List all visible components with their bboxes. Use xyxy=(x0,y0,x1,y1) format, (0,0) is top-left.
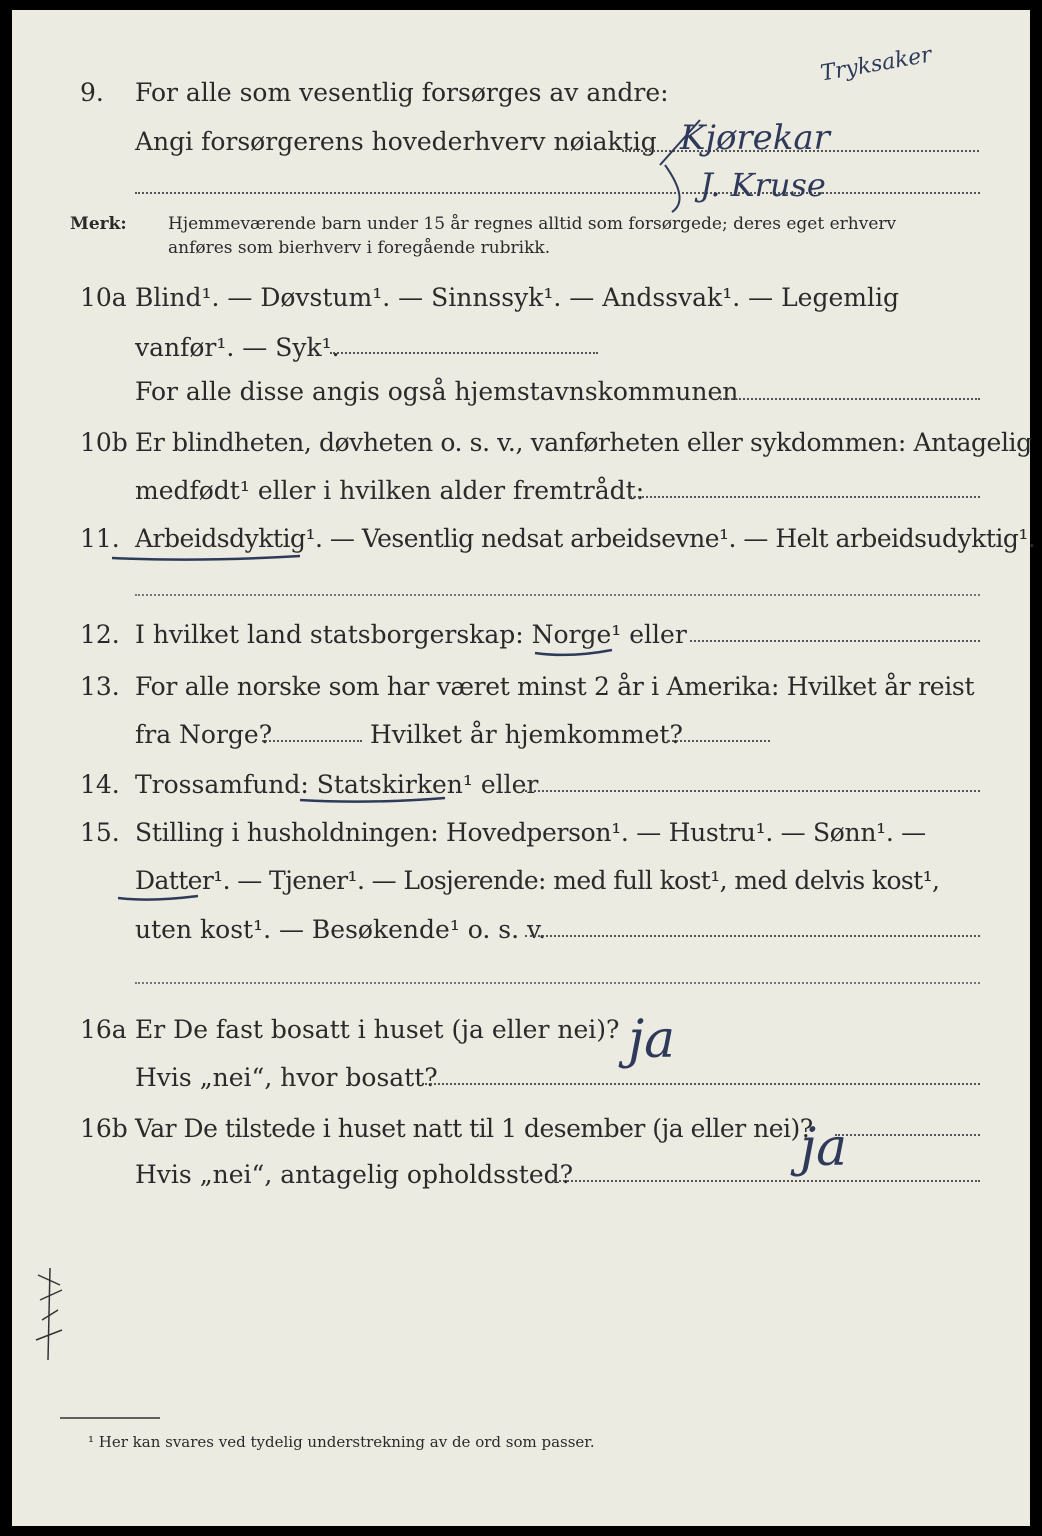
q10a-line1: Blind¹. — Døvstum¹. — Sinnssyk¹. — Andssvak¹. — Legemlig xyxy=(135,283,899,312)
q9-margin-note: Tryksaker xyxy=(818,42,934,87)
underline-arbeidsdyktig xyxy=(112,556,300,560)
q13-line1: For alle norske som har været minst 2 år i Amerika: Hvilket år reist xyxy=(135,672,975,701)
q9-handwritten-stroke xyxy=(660,120,700,212)
q16a-number: 16a xyxy=(80,1015,127,1044)
underline-norge xyxy=(535,650,612,655)
q16a-handwritten-answer: ja xyxy=(628,1010,676,1070)
q12-number: 12. xyxy=(80,620,120,649)
q15-line3: uten kost¹. — Besøkende¹ o. s. v. xyxy=(135,915,547,944)
q9-handwritten-answer2: J. Kruse xyxy=(700,166,826,204)
q11-line1: Arbeidsdyktig¹. — Vesentlig nedsat arbeidsevne¹. — Helt arbeidsudyktig¹. xyxy=(135,524,1036,553)
q9-line1: For alle som vesentlig forsørges av andre: xyxy=(135,78,669,107)
q16b-handwritten-answer: ja xyxy=(800,1118,848,1178)
q16b-number: 16b xyxy=(80,1114,128,1143)
q16a-line1: Er De fast bosatt i huset (ja eller nei)? xyxy=(135,1015,620,1044)
q10a-line2: vanfør¹. — Syk¹. xyxy=(135,333,340,362)
q15-line2: Datter¹. — Tjener¹. — Losjerende: med full kost¹, med delvis kost¹, xyxy=(135,866,940,895)
q14-line1: Trossamfund: Statskirken¹ eller xyxy=(135,770,539,799)
q9-number: 9. xyxy=(80,78,104,107)
q11-number: 11. xyxy=(80,524,120,553)
merk-line2: anføres som bierhverv i foregående rubrikk. xyxy=(168,238,551,258)
q16a-line2: Hvis „nei“, hvor bosatt? xyxy=(135,1063,438,1092)
margin-scribble xyxy=(36,1268,62,1360)
underline-datter xyxy=(118,896,198,900)
merk-label: Merk: xyxy=(70,214,127,234)
q12-line1: I hvilket land statsborgerskap: Norge¹ eller xyxy=(135,620,687,649)
q14-number: 14. xyxy=(80,770,120,799)
q10b-line2: medfødt¹ eller i hvilken alder fremtrådt: xyxy=(135,476,645,505)
q15-line1: Stilling i husholdningen: Hovedperson¹. — Hustru¹. — Sønn¹. — xyxy=(135,818,926,847)
q9-line2: Angi forsørgerens hovederhverv nøiaktig xyxy=(135,127,657,156)
q9-handwritten-answer1: Kjørekar xyxy=(680,118,830,158)
footnote: ¹ Her kan svares ved tydelig understrekning av de ord som passer. xyxy=(88,1433,595,1451)
q16b-line1: Var De tilstede i huset natt til 1 desember (ja eller nei)? xyxy=(135,1114,813,1143)
q10b-number: 10b xyxy=(80,428,128,457)
q13-line2b: Hvilket år hjemkommet? xyxy=(370,720,683,749)
merk-line1: Hjemmeværende barn under 15 år regnes alltid som forsørgede; deres eget erhverv xyxy=(168,214,897,234)
q15-number: 15. xyxy=(80,818,120,847)
underline-statskirken xyxy=(300,798,445,802)
q13-line2a: fra Norge? xyxy=(135,720,273,749)
q10b-line1: Er blindheten, døvheten o. s. v., vanførheten eller sykdommen: Antagelig xyxy=(135,428,1032,457)
q13-number: 13. xyxy=(80,672,120,701)
q10a-line3: For alle disse angis også hjemstavnskommunen xyxy=(135,377,739,406)
q16b-line2: Hvis „nei“, antagelig opholdssted? xyxy=(135,1160,574,1189)
q10a-number: 10a xyxy=(80,283,127,312)
